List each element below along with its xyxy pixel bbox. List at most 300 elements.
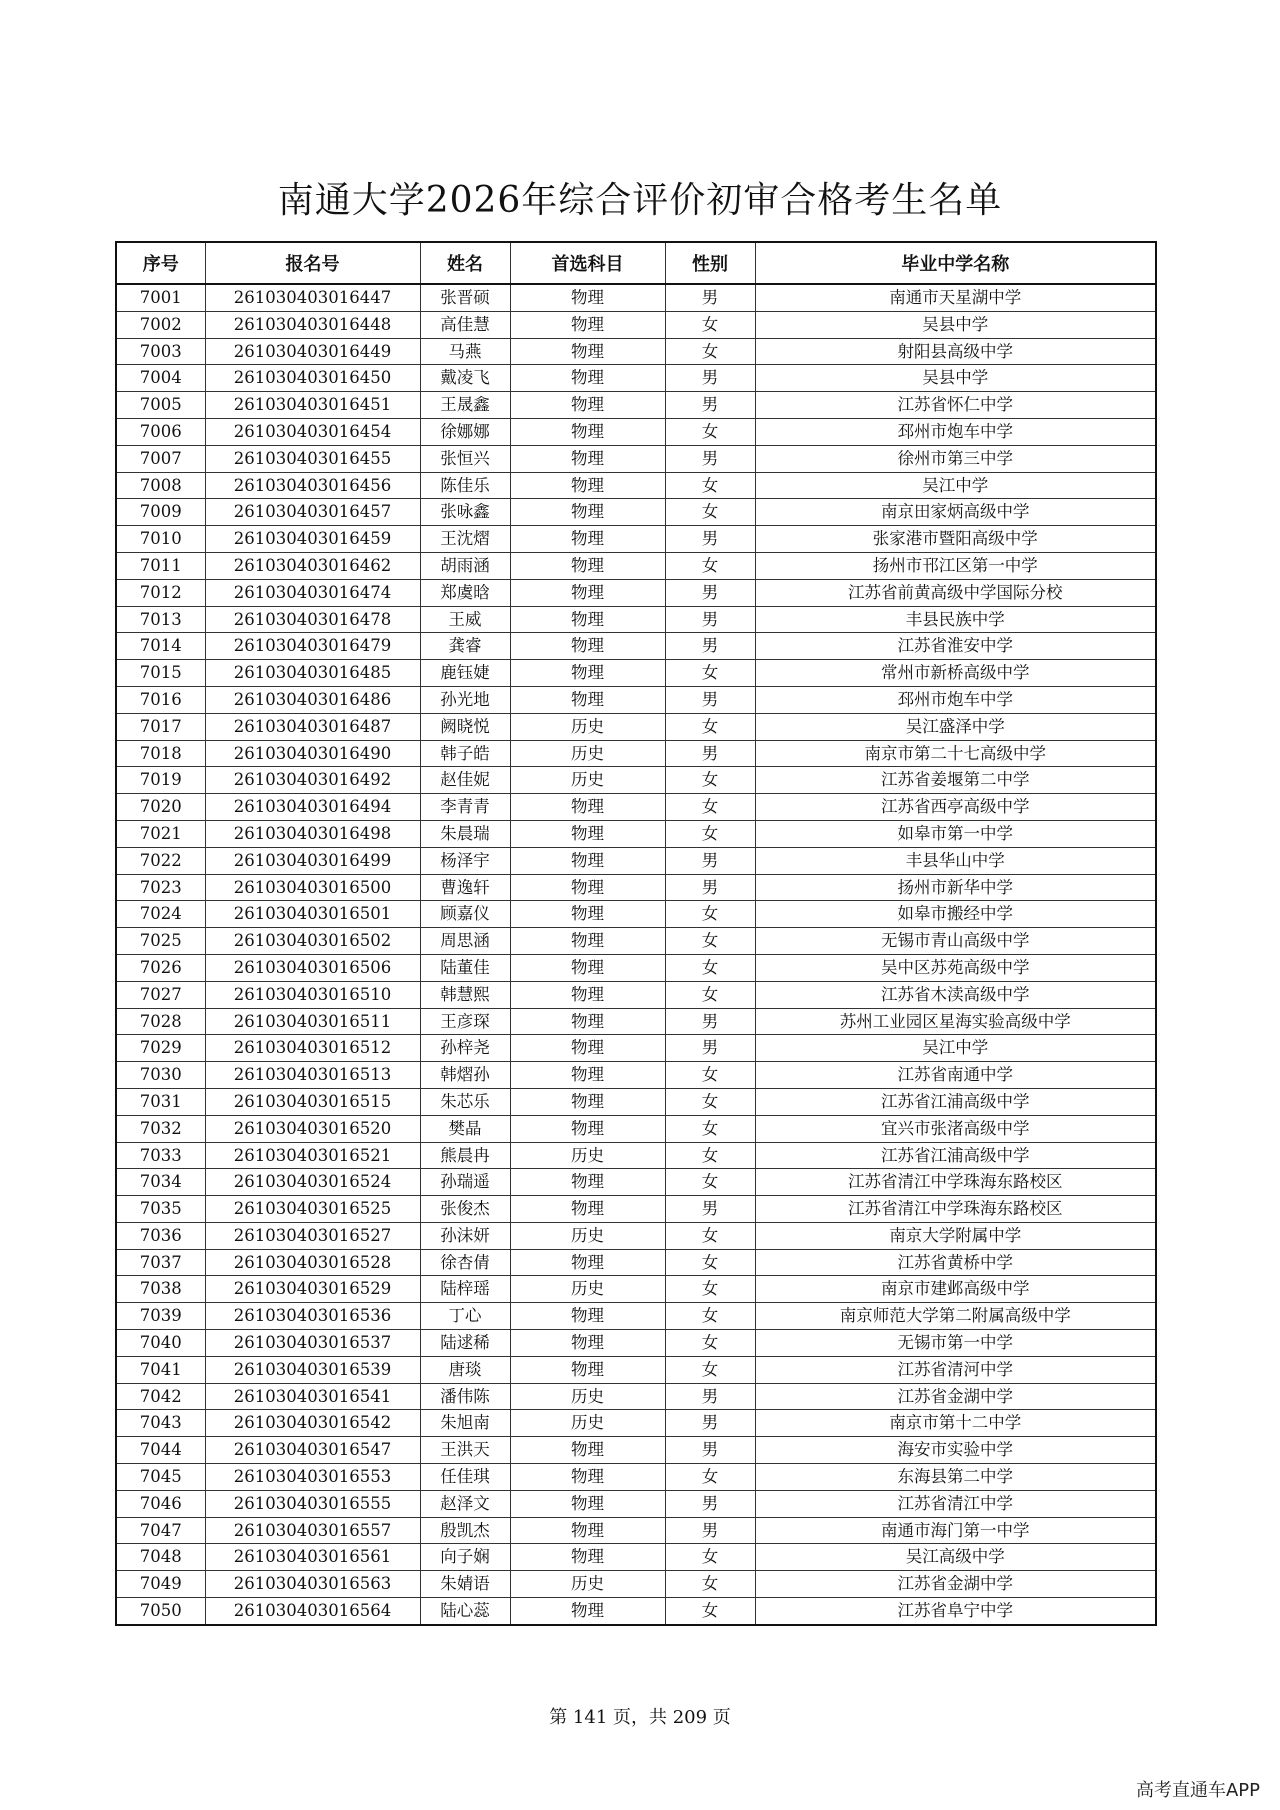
reg-no-cell: 261030403016474 [205, 579, 420, 606]
subject-cell: 物理 [510, 820, 665, 847]
table-row [116, 954, 1156, 981]
subject-cell: 物理 [510, 1330, 665, 1357]
seq-cell: 7030 [116, 1062, 205, 1089]
seq-cell: 7039 [116, 1303, 205, 1330]
reg-no-cell: 261030403016499 [205, 847, 420, 874]
table-row [116, 1437, 1156, 1464]
school-cell: 南京市第十二中学 [755, 1410, 1156, 1437]
gender-cell: 男 [665, 1517, 755, 1544]
table-row [116, 713, 1156, 740]
table-row [116, 1571, 1156, 1598]
name-cell: 张晋硕 [420, 284, 510, 311]
school-cell: 南通市海门第一中学 [755, 1517, 1156, 1544]
reg-no-cell: 261030403016525 [205, 1196, 420, 1223]
school-cell: 南京大学附属中学 [755, 1222, 1156, 1249]
reg-no-cell: 261030403016510 [205, 981, 420, 1008]
seq-cell: 7032 [116, 1115, 205, 1142]
school-cell: 吴江中学 [755, 472, 1156, 499]
subject-cell: 物理 [510, 499, 665, 526]
name-cell: 朱旭南 [420, 1410, 510, 1437]
subject-cell: 物理 [510, 686, 665, 713]
table-row [116, 392, 1156, 419]
reg-no-cell: 261030403016547 [205, 1437, 420, 1464]
gender-cell: 女 [665, 901, 755, 928]
subject-cell: 物理 [510, 1249, 665, 1276]
gender-cell: 男 [665, 1410, 755, 1437]
name-cell: 戴凌飞 [420, 365, 510, 392]
reg-no-cell: 261030403016500 [205, 874, 420, 901]
school-cell: 吴县中学 [755, 365, 1156, 392]
subject-cell: 物理 [510, 1196, 665, 1223]
subject-cell: 物理 [510, 954, 665, 981]
reg-no-cell: 261030403016553 [205, 1464, 420, 1491]
seq-cell: 7016 [116, 686, 205, 713]
school-cell: 海安市实验中学 [755, 1437, 1156, 1464]
reg-no-cell: 261030403016447 [205, 284, 420, 311]
gender-cell: 男 [665, 1008, 755, 1035]
subject-cell: 历史 [510, 1571, 665, 1598]
table-row [116, 1544, 1156, 1571]
reg-no-cell: 261030403016479 [205, 633, 420, 660]
gender-cell: 男 [665, 606, 755, 633]
gender-cell: 女 [665, 820, 755, 847]
subject-cell: 物理 [510, 1598, 665, 1625]
seq-cell: 7049 [116, 1571, 205, 1598]
name-cell: 龚睿 [420, 633, 510, 660]
subject-cell: 物理 [510, 874, 665, 901]
gender-cell: 女 [665, 1303, 755, 1330]
reg-no-cell: 261030403016527 [205, 1222, 420, 1249]
subject-cell: 物理 [510, 472, 665, 499]
seq-cell: 7006 [116, 418, 205, 445]
name-cell: 王晟鑫 [420, 392, 510, 419]
seq-cell: 7015 [116, 660, 205, 687]
name-cell: 李青青 [420, 794, 510, 821]
name-cell: 周思涵 [420, 928, 510, 955]
table-row [116, 606, 1156, 633]
seq-cell: 7041 [116, 1356, 205, 1383]
school-cell: 无锡市青山高级中学 [755, 928, 1156, 955]
subject-cell: 物理 [510, 1356, 665, 1383]
subject-cell: 物理 [510, 284, 665, 311]
reg-no-cell: 261030403016536 [205, 1303, 420, 1330]
name-cell: 朱芯乐 [420, 1088, 510, 1115]
table-header-row [116, 242, 1156, 284]
table-row [116, 981, 1156, 1008]
name-cell: 马燕 [420, 338, 510, 365]
subject-cell: 历史 [510, 1222, 665, 1249]
school-cell: 南京师范大学第二附属高级中学 [755, 1303, 1156, 1330]
gender-cell: 女 [665, 1464, 755, 1491]
subject-cell: 物理 [510, 392, 665, 419]
table-row [116, 767, 1156, 794]
gender-cell: 女 [665, 1169, 755, 1196]
gender-cell: 男 [665, 392, 755, 419]
table-row [116, 1276, 1156, 1303]
subject-cell: 物理 [510, 1544, 665, 1571]
reg-no-cell: 261030403016502 [205, 928, 420, 955]
subject-cell: 物理 [510, 794, 665, 821]
reg-no-cell: 261030403016498 [205, 820, 420, 847]
subject-cell: 物理 [510, 1464, 665, 1491]
seq-cell: 7040 [116, 1330, 205, 1357]
table-row [116, 794, 1156, 821]
gender-cell: 女 [665, 499, 755, 526]
subject-cell: 物理 [510, 633, 665, 660]
subject-cell: 历史 [510, 1410, 665, 1437]
table-row [116, 1517, 1156, 1544]
school-cell: 江苏省前黄高级中学国际分校 [755, 579, 1156, 606]
school-cell: 江苏省清江中学 [755, 1490, 1156, 1517]
table-row [116, 1410, 1156, 1437]
seq-cell: 7042 [116, 1383, 205, 1410]
seq-cell: 7033 [116, 1142, 205, 1169]
gender-cell: 女 [665, 1330, 755, 1357]
subject-cell: 物理 [510, 1490, 665, 1517]
subject-cell: 物理 [510, 660, 665, 687]
reg-no-cell: 261030403016487 [205, 713, 420, 740]
roster-table [115, 241, 1157, 1626]
school-cell: 南京市第二十七高级中学 [755, 740, 1156, 767]
table-row [116, 472, 1156, 499]
school-cell: 吴县中学 [755, 311, 1156, 338]
page-title: 南通大学2026年综合评价初审合格考生名单 [277, 180, 1003, 221]
table-row [116, 338, 1156, 365]
school-cell: 吴中区苏苑高级中学 [755, 954, 1156, 981]
reg-no-cell: 261030403016462 [205, 552, 420, 579]
table-row [116, 1303, 1156, 1330]
name-cell: 任佳琪 [420, 1464, 510, 1491]
subject-cell: 物理 [510, 928, 665, 955]
school-cell: 江苏省淮安中学 [755, 633, 1156, 660]
table-row [116, 365, 1156, 392]
subject-cell: 历史 [510, 767, 665, 794]
gender-cell: 女 [665, 1276, 755, 1303]
seq-cell: 7010 [116, 526, 205, 553]
school-cell: 吴江高级中学 [755, 1544, 1156, 1571]
subject-cell: 历史 [510, 1142, 665, 1169]
name-cell: 陆逑稀 [420, 1330, 510, 1357]
name-cell: 陆心蕊 [420, 1598, 510, 1625]
seq-cell: 7009 [116, 499, 205, 526]
table-row [116, 311, 1156, 338]
seq-cell: 7031 [116, 1088, 205, 1115]
subject-cell: 物理 [510, 365, 665, 392]
subject-cell: 物理 [510, 526, 665, 553]
gender-cell: 女 [665, 767, 755, 794]
gender-cell: 男 [665, 1383, 755, 1410]
gender-cell: 女 [665, 1356, 755, 1383]
gender-cell: 女 [665, 1249, 755, 1276]
table-row [116, 1142, 1156, 1169]
seq-cell: 7048 [116, 1544, 205, 1571]
table-row [116, 1249, 1156, 1276]
subject-cell: 物理 [510, 418, 665, 445]
school-cell: 吴江中学 [755, 1035, 1156, 1062]
subject-cell: 物理 [510, 311, 665, 338]
subject-cell: 历史 [510, 1276, 665, 1303]
header-gender: 性别 [665, 242, 755, 284]
subject-cell: 物理 [510, 1008, 665, 1035]
subject-cell: 历史 [510, 740, 665, 767]
gender-cell: 男 [665, 284, 755, 311]
school-cell: 江苏省江浦高级中学 [755, 1088, 1156, 1115]
seq-cell: 7019 [116, 767, 205, 794]
seq-cell: 7029 [116, 1035, 205, 1062]
gender-cell: 男 [665, 1490, 755, 1517]
name-cell: 王洪天 [420, 1437, 510, 1464]
school-cell: 吴江盛泽中学 [755, 713, 1156, 740]
table-body [116, 284, 1156, 1625]
gender-cell: 女 [665, 1142, 755, 1169]
gender-cell: 男 [665, 740, 755, 767]
reg-no-cell: 261030403016542 [205, 1410, 420, 1437]
seq-cell: 7008 [116, 472, 205, 499]
reg-no-cell: 261030403016513 [205, 1062, 420, 1089]
seq-cell: 7035 [116, 1196, 205, 1223]
subject-cell: 物理 [510, 1169, 665, 1196]
reg-no-cell: 261030403016455 [205, 445, 420, 472]
name-cell: 熊晨冉 [420, 1142, 510, 1169]
reg-no-cell: 261030403016520 [205, 1115, 420, 1142]
seq-cell: 7043 [116, 1410, 205, 1437]
reg-no-cell: 261030403016541 [205, 1383, 420, 1410]
school-cell: 江苏省木渎高级中学 [755, 981, 1156, 1008]
table-row [116, 686, 1156, 713]
seq-cell: 7025 [116, 928, 205, 955]
name-cell: 孙瑞遥 [420, 1169, 510, 1196]
gender-cell: 女 [665, 660, 755, 687]
table-row [116, 552, 1156, 579]
school-cell: 江苏省黄桥中学 [755, 1249, 1156, 1276]
table-row [116, 1598, 1156, 1625]
gender-cell: 女 [665, 472, 755, 499]
name-cell: 朱婧语 [420, 1571, 510, 1598]
table-row [116, 660, 1156, 687]
subject-cell: 物理 [510, 1517, 665, 1544]
reg-no-cell: 261030403016515 [205, 1088, 420, 1115]
name-cell: 殷凯杰 [420, 1517, 510, 1544]
name-cell: 韩子皓 [420, 740, 510, 767]
gender-cell: 女 [665, 928, 755, 955]
reg-no-cell: 261030403016494 [205, 794, 420, 821]
table-row [116, 928, 1156, 955]
table-row [116, 633, 1156, 660]
name-cell: 杨泽宇 [420, 847, 510, 874]
table-row [116, 526, 1156, 553]
gender-cell: 女 [665, 418, 755, 445]
gender-cell: 男 [665, 1035, 755, 1062]
reg-no-cell: 261030403016524 [205, 1169, 420, 1196]
reg-no-cell: 261030403016564 [205, 1598, 420, 1625]
subject-cell: 物理 [510, 847, 665, 874]
school-cell: 东海县第二中学 [755, 1464, 1156, 1491]
reg-no-cell: 261030403016448 [205, 311, 420, 338]
seq-cell: 7021 [116, 820, 205, 847]
name-cell: 赵泽文 [420, 1490, 510, 1517]
school-cell: 江苏省西亭高级中学 [755, 794, 1156, 821]
name-cell: 徐杏倩 [420, 1249, 510, 1276]
table-row [116, 1062, 1156, 1089]
seq-cell: 7003 [116, 338, 205, 365]
name-cell: 向子娴 [420, 1544, 510, 1571]
seq-cell: 7020 [116, 794, 205, 821]
name-cell: 阙晓悦 [420, 713, 510, 740]
reg-no-cell: 261030403016456 [205, 472, 420, 499]
subject-cell: 物理 [510, 552, 665, 579]
header-reg-no: 报名号 [205, 242, 420, 284]
gender-cell: 女 [665, 552, 755, 579]
reg-no-cell: 261030403016521 [205, 1142, 420, 1169]
school-cell: 江苏省阜宁中学 [755, 1598, 1156, 1625]
school-cell: 南京田家炳高级中学 [755, 499, 1156, 526]
seq-cell: 7001 [116, 284, 205, 311]
reg-no-cell: 261030403016529 [205, 1276, 420, 1303]
school-cell: 江苏省金湖中学 [755, 1571, 1156, 1598]
reg-no-cell: 261030403016561 [205, 1544, 420, 1571]
name-cell: 郑虞晗 [420, 579, 510, 606]
name-cell: 胡雨涵 [420, 552, 510, 579]
gender-cell: 男 [665, 686, 755, 713]
subject-cell: 物理 [510, 606, 665, 633]
reg-no-cell: 261030403016563 [205, 1571, 420, 1598]
name-cell: 鹿钰婕 [420, 660, 510, 687]
seq-cell: 7018 [116, 740, 205, 767]
school-cell: 江苏省清江中学珠海东路校区 [755, 1196, 1156, 1223]
gender-cell: 女 [665, 311, 755, 338]
school-cell: 丰县华山中学 [755, 847, 1156, 874]
watermark: 高考直通车APP [1135, 1780, 1260, 1801]
gender-cell: 女 [665, 981, 755, 1008]
school-cell: 苏州工业园区星海实验高级中学 [755, 1008, 1156, 1035]
reg-no-cell: 261030403016555 [205, 1490, 420, 1517]
subject-cell: 历史 [510, 713, 665, 740]
school-cell: 南京市建邺高级中学 [755, 1276, 1156, 1303]
reg-no-cell: 261030403016485 [205, 660, 420, 687]
school-cell: 常州市新桥高级中学 [755, 660, 1156, 687]
school-cell: 邳州市炮车中学 [755, 686, 1156, 713]
subject-cell: 物理 [510, 901, 665, 928]
gender-cell: 男 [665, 1437, 755, 1464]
name-cell: 唐琰 [420, 1356, 510, 1383]
reg-no-cell: 261030403016557 [205, 1517, 420, 1544]
name-cell: 曹逸轩 [420, 874, 510, 901]
seq-cell: 7027 [116, 981, 205, 1008]
seq-cell: 7028 [116, 1008, 205, 1035]
seq-cell: 7014 [116, 633, 205, 660]
seq-cell: 7034 [116, 1169, 205, 1196]
table-row [116, 579, 1156, 606]
table-row [116, 1356, 1156, 1383]
table-row [116, 284, 1156, 311]
seq-cell: 7026 [116, 954, 205, 981]
school-cell: 如皋市搬经中学 [755, 901, 1156, 928]
school-cell: 江苏省江浦高级中学 [755, 1142, 1156, 1169]
gender-cell: 男 [665, 445, 755, 472]
seq-cell: 7047 [116, 1517, 205, 1544]
seq-cell: 7017 [116, 713, 205, 740]
school-cell: 江苏省清河中学 [755, 1356, 1156, 1383]
name-cell: 高佳慧 [420, 311, 510, 338]
school-cell: 射阳县高级中学 [755, 338, 1156, 365]
reg-no-cell: 261030403016459 [205, 526, 420, 553]
seq-cell: 7022 [116, 847, 205, 874]
reg-no-cell: 261030403016512 [205, 1035, 420, 1062]
school-cell: 邳州市炮车中学 [755, 418, 1156, 445]
school-cell: 扬州市邗江区第一中学 [755, 552, 1156, 579]
name-cell: 王威 [420, 606, 510, 633]
reg-no-cell: 261030403016539 [205, 1356, 420, 1383]
name-cell: 徐娜娜 [420, 418, 510, 445]
name-cell: 孙梓尧 [420, 1035, 510, 1062]
reg-no-cell: 261030403016511 [205, 1008, 420, 1035]
table-row [116, 740, 1156, 767]
gender-cell: 男 [665, 526, 755, 553]
name-cell: 陆梓瑶 [420, 1276, 510, 1303]
table-row [116, 1088, 1156, 1115]
school-cell: 无锡市第一中学 [755, 1330, 1156, 1357]
school-cell: 江苏省清江中学珠海东路校区 [755, 1169, 1156, 1196]
name-cell: 孙沫妍 [420, 1222, 510, 1249]
subject-cell: 历史 [510, 1383, 665, 1410]
reg-no-cell: 261030403016501 [205, 901, 420, 928]
reg-no-cell: 261030403016449 [205, 338, 420, 365]
subject-cell: 物理 [510, 1115, 665, 1142]
table-row [116, 847, 1156, 874]
subject-cell: 物理 [510, 1437, 665, 1464]
table-row [116, 1035, 1156, 1062]
gender-cell: 男 [665, 1196, 755, 1223]
name-cell: 韩熠孙 [420, 1062, 510, 1089]
gender-cell: 女 [665, 794, 755, 821]
seq-cell: 7023 [116, 874, 205, 901]
reg-no-cell: 261030403016454 [205, 418, 420, 445]
gender-cell: 女 [665, 1222, 755, 1249]
reg-no-cell: 261030403016492 [205, 767, 420, 794]
header-school: 毕业中学名称 [755, 242, 1156, 284]
table-row [116, 820, 1156, 847]
gender-cell: 女 [665, 1544, 755, 1571]
header-subject: 首选科目 [510, 242, 665, 284]
seq-cell: 7036 [116, 1222, 205, 1249]
subject-cell: 物理 [510, 1062, 665, 1089]
table-row [116, 1008, 1156, 1035]
seq-cell: 7012 [116, 579, 205, 606]
table-row [116, 874, 1156, 901]
seq-cell: 7044 [116, 1437, 205, 1464]
seq-cell: 7024 [116, 901, 205, 928]
table-row [116, 445, 1156, 472]
seq-cell: 7002 [116, 311, 205, 338]
reg-no-cell: 261030403016506 [205, 954, 420, 981]
name-cell: 张咏鑫 [420, 499, 510, 526]
table-row [116, 1222, 1156, 1249]
subject-cell: 物理 [510, 445, 665, 472]
reg-no-cell: 261030403016478 [205, 606, 420, 633]
seq-cell: 7011 [116, 552, 205, 579]
seq-cell: 7005 [116, 392, 205, 419]
name-cell: 朱晨瑞 [420, 820, 510, 847]
gender-cell: 女 [665, 338, 755, 365]
gender-cell: 女 [665, 1062, 755, 1089]
reg-no-cell: 261030403016486 [205, 686, 420, 713]
table-row [116, 1169, 1156, 1196]
table-row [116, 1196, 1156, 1223]
gender-cell: 男 [665, 365, 755, 392]
reg-no-cell: 261030403016457 [205, 499, 420, 526]
table-row [116, 1490, 1156, 1517]
gender-cell: 男 [665, 847, 755, 874]
